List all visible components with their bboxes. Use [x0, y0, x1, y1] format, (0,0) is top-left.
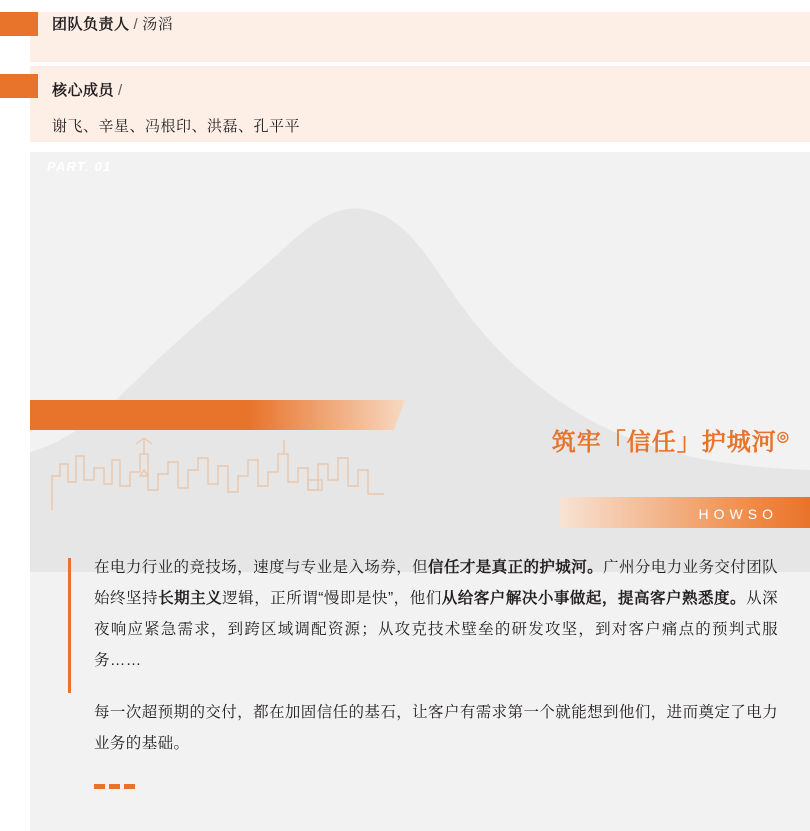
core-members-value: 谢飞、辛星、冯根印、洪磊、孔平平: [52, 118, 301, 135]
section-heading: [552, 422, 790, 457]
leader-marker-icon: [0, 12, 38, 36]
part-label: PART. 01: [47, 159, 112, 174]
team-leader-label: 团队负责人: [52, 16, 130, 33]
team-leader-separator: /: [133, 16, 139, 33]
skyline-decoration-icon: [48, 424, 388, 514]
core-members-separator: /: [118, 82, 123, 99]
members-marker-icon: [0, 74, 38, 98]
content-panel: [30, 152, 810, 831]
core-members-label: 核心成员: [52, 82, 115, 99]
dash-3: [124, 784, 135, 789]
paragraph-primary: [68, 552, 778, 676]
paragraph-emphasis: 长期主义: [158, 590, 223, 607]
paragraph-run: 从深夜响应紧急需求，到跨区域调配资源；从攻克技术壁垒的研发攻坚，到对客户痛点的预判式服务……: [94, 590, 778, 669]
brand-tag-label: HOWSO: [698, 506, 778, 522]
paragraph-emphasis: 信任才是真正的护城河。: [428, 559, 604, 576]
paragraph-emphasis: 从给客户解决小事做起，提高客户熟悉度。: [441, 590, 747, 607]
team-leader-value: 汤滔: [142, 16, 174, 33]
paragraph-run: 在电力行业的竞技场，速度与专业是入场券，但: [94, 559, 429, 576]
paragraph-run: 广州分电力业务交付团队始终坚持: [94, 559, 778, 607]
paragraph-accent-bar: [68, 558, 71, 693]
bottom-dash-decoration-icon: [94, 784, 135, 789]
team-leader-title: [52, 13, 173, 34]
paragraph-secondary: 每一次超预期的交付，都在加固信任的基石，让客户有需求第一个就能想到他们，进而奠定了电力业务的基础。: [94, 704, 778, 752]
dash-1: [94, 784, 105, 789]
body-text-block: [68, 552, 778, 759]
dash-2: [109, 784, 120, 789]
paragraph-run: 逻辑，正所谓“慢即是快”，他们: [222, 590, 442, 607]
section-heading-dot: ◎: [776, 428, 790, 444]
core-members-title: [52, 79, 127, 100]
section-heading-text: 筑牢「信任」护城河: [551, 429, 777, 456]
